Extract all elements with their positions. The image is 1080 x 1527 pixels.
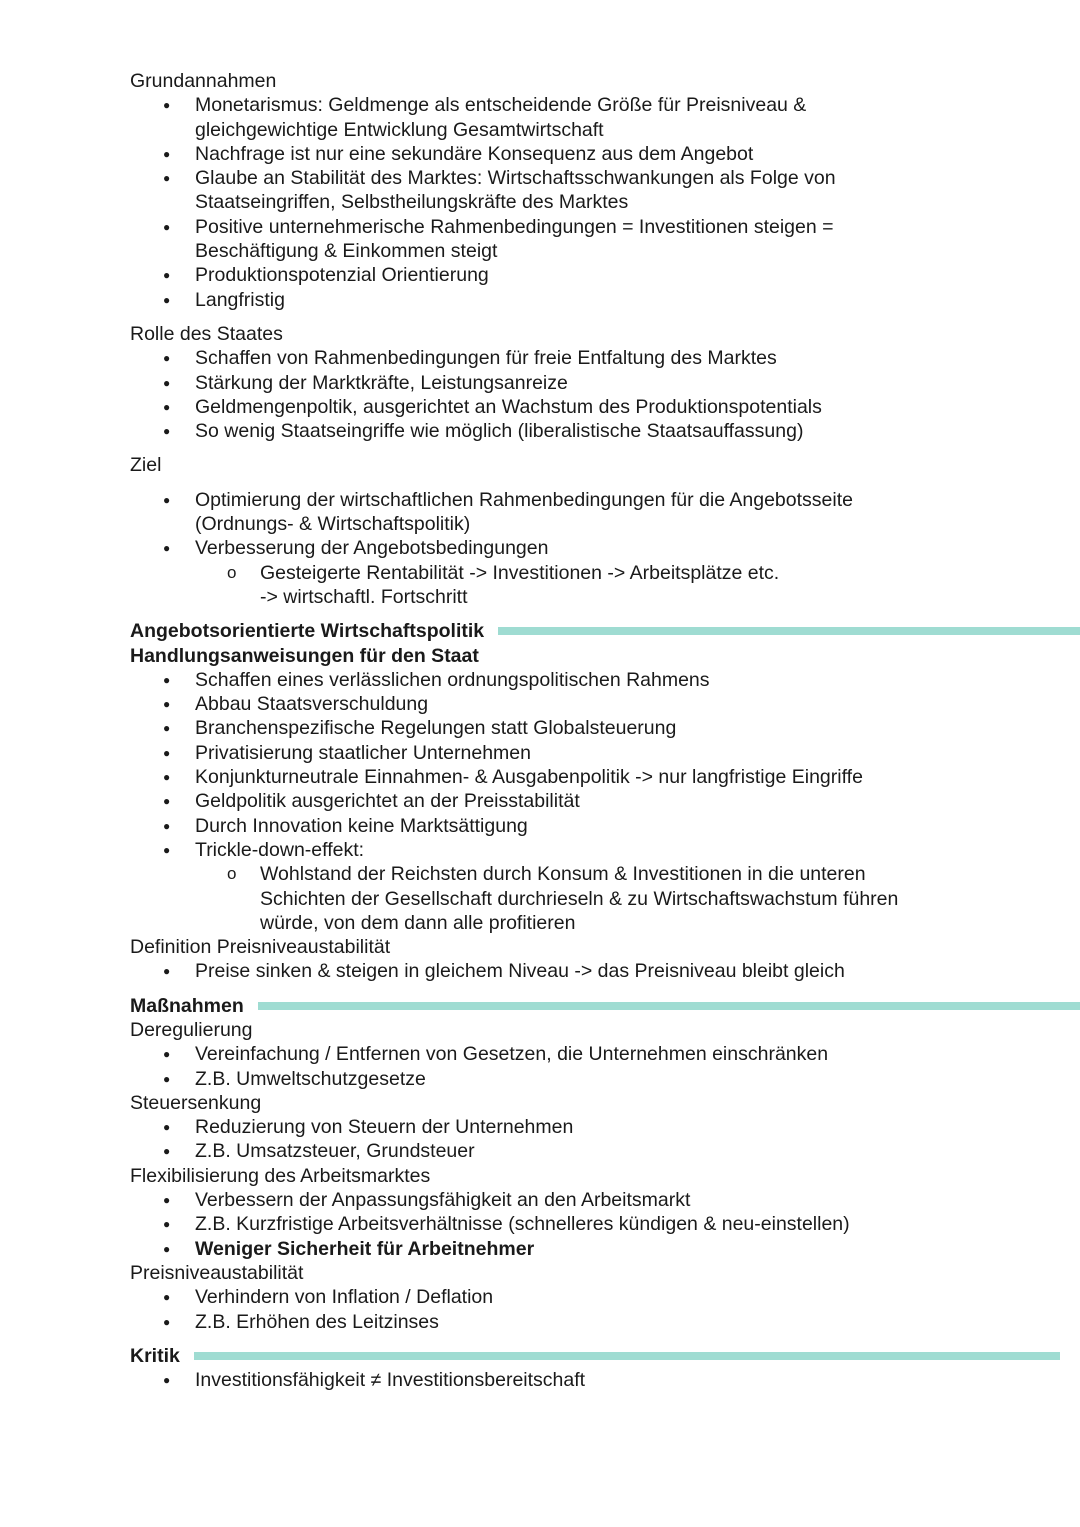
list-item: ● Schaffen eines verlässlichen ordnungspolitischen Rahmens xyxy=(130,668,1080,692)
list-item: ● Weniger Sicherheit für Arbeitnehmer xyxy=(130,1237,1080,1261)
list-item: ● Optimierung der wirtschaftlichen Rahmenbedingungen für die Angebotsseite (Ordnungs- & Wirtschaftspolitik) xyxy=(130,488,1080,537)
list-item: ● Investitionsfähigkeit ≠ Investitionsbereitschaft xyxy=(130,1368,1080,1392)
list-item: ● Vereinfachung / Entfernen von Gesetzen, die Unternehmen einschränken xyxy=(130,1042,1080,1066)
kritik-heading: Kritik xyxy=(130,1344,180,1367)
angebot-heading-row xyxy=(130,619,1080,643)
list-item: ● Geldpolitik ausgerichtet an der Preisstabilität xyxy=(130,789,1080,813)
list-item xyxy=(130,838,1080,935)
section-divider xyxy=(498,627,1080,635)
list-item: ● Stärkung der Marktkräfte, Leistungsanreize xyxy=(130,371,1080,395)
list-item: ● Positive unternehmerische Rahmenbedingungen = Investitionen steigen = Beschäftigung & Einkommen steigt xyxy=(130,215,1080,264)
preisniveau-list xyxy=(130,1285,1080,1334)
angebot-subheading: Handlungsanweisungen für den Staat xyxy=(130,644,479,667)
list-item: ● Preise sinken & steigen in gleichem Niveau -> das Preisniveau bleibt gleich xyxy=(130,959,1080,983)
ziel-heading: Ziel xyxy=(130,454,162,477)
list-item: ● Privatisierung staatlicher Unternehmen xyxy=(130,741,1080,765)
sub-list-item: o Wohlstand der Reichsten durch Konsum & Investitionen in die unteren Schichten der Gesellschaft durchrieseln & zu Wirtschaftswachstum führen würde, von dem dann alle profitieren xyxy=(195,862,930,935)
list-item: ● Schaffen von Rahmenbedingungen für freie Entfaltung des Marktes xyxy=(130,346,1080,370)
deregulierung-heading: Deregulierung xyxy=(130,1018,253,1041)
list-item: ● Glaube an Stabilität des Marktes: Wirtschaftsschwankungen als Folge von Staatseingriffen, Selbstheilungskräfte des Marktes xyxy=(130,166,1080,215)
ziel-list xyxy=(130,488,1080,609)
list-item: ● Durch Innovation keine Marktsättigung xyxy=(130,814,1080,838)
massnahmen-heading: Maßnahmen xyxy=(130,994,244,1017)
list-item: ● Monetarismus: Geldmenge als entscheidende Größe für Preisniveau & gleichgewichtige Entwicklung Gesamtwirtschaft xyxy=(130,93,1080,142)
list-item: ● Langfristig xyxy=(130,288,1080,312)
list-item-text: Trickle-down-effekt: xyxy=(195,838,365,861)
list-item: ● Z.B. Umweltschutzgesetze xyxy=(130,1067,1080,1091)
kritik-heading-row xyxy=(130,1344,1080,1368)
list-item: ● Z.B. Umsatzsteuer, Grundsteuer xyxy=(130,1139,1080,1163)
list-item-text: Verbesserung der Angebotsbedingungen xyxy=(195,537,549,560)
flexibilisierung-heading: Flexibilisierung des Arbeitsmarktes xyxy=(130,1164,431,1187)
list-item: ● Branchenspezifische Regelungen statt Globalsteuerung xyxy=(130,716,1080,740)
section-divider xyxy=(194,1352,1060,1360)
definition-heading: Definition Preisniveaustabilität xyxy=(130,936,391,959)
list-item xyxy=(130,536,1080,609)
steuersenkung-heading: Steuersenkung xyxy=(130,1091,262,1114)
grundannahmen-heading: Grundannahmen xyxy=(130,70,277,92)
list-item: ● Konjunkturneutrale Einnahmen- & Ausgabenpolitik -> nur langfristige Eingriffe xyxy=(130,765,1080,789)
list-item: ● Nachfrage ist nur eine sekundäre Konsequenz aus dem Angebot xyxy=(130,142,1080,166)
list-item: ● Verhindern von Inflation / Deflation xyxy=(130,1285,1080,1309)
list-item: ● Reduzierung von Steuern der Unternehmen xyxy=(130,1115,1080,1139)
deregulierung-list xyxy=(130,1042,1080,1091)
grundannahmen-list xyxy=(130,93,1080,312)
list-item: ● Z.B. Erhöhen des Leitzinses xyxy=(130,1310,1080,1334)
steuersenkung-list xyxy=(130,1115,1080,1164)
definition-list xyxy=(130,959,1080,983)
angebot-list xyxy=(130,668,1080,935)
list-item: ● Abbau Staatsverschuldung xyxy=(130,692,1080,716)
list-item: ● Produktionspotenzial Orientierung xyxy=(130,263,1080,287)
massnahmen-heading-row xyxy=(130,994,1080,1018)
rolle-list xyxy=(130,346,1080,443)
flexibilisierung-list xyxy=(130,1188,1080,1261)
kritik-list xyxy=(130,1368,1080,1392)
rolle-heading: Rolle des Staates xyxy=(130,322,283,345)
section-divider xyxy=(258,1002,1080,1010)
list-item: ● Z.B. Kurzfristige Arbeitsverhältnisse (schnelleres kündigen & neu-einstellen) xyxy=(130,1212,1080,1236)
list-item: ● Verbessern der Anpassungsfähigkeit an den Arbeitsmarkt xyxy=(130,1188,1080,1212)
trickle-sublist xyxy=(195,862,930,935)
sub-list-item: o Gesteigerte Rentabilität -> Investitionen -> Arbeitsplätze etc. -> wirtschaftl. Fortschritt xyxy=(195,561,930,610)
document-page xyxy=(130,69,1080,1392)
angebot-heading: Angebotsorientierte Wirtschaftspolitik xyxy=(130,620,485,643)
list-item: ● Geldmengenpoltik, ausgerichtet an Wachstum des Produktionspotentials xyxy=(130,395,1080,419)
list-item: ● So wenig Staatseingriffe wie möglich (liberalistische Staatsauffassung) xyxy=(130,419,1080,443)
ziel-sublist xyxy=(195,561,930,610)
preisniveau-heading: Preisniveaustabilität xyxy=(130,1261,304,1284)
